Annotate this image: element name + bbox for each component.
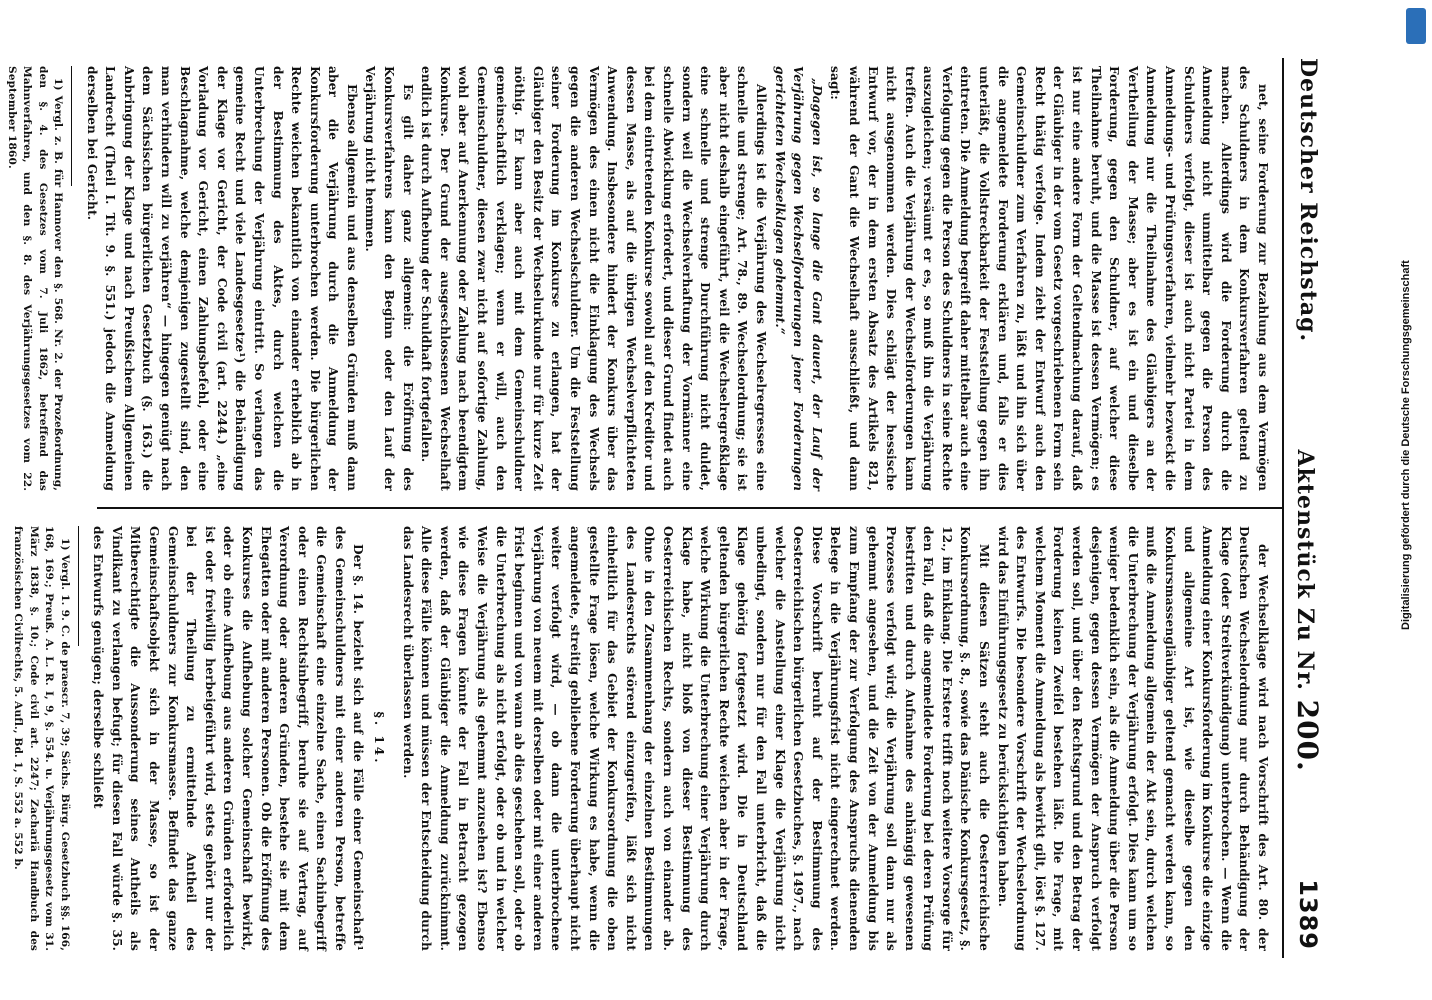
column-divider (97, 507, 1282, 509)
paragraph: Es gilt daher ganz allgemein: die Eröffnung des Konkursverfahrens kann den Beginn oder den Lauf der Verjährung nicht hemmen. (363, 66, 415, 491)
paragraph: Mit diesen Sätzen steht auch die Oesterreichische Konkursordnung, §. 8., sowie das Dänische Konkursgesetz, §. 12., im Einklang. Die Erstere trifft noch weitere Vorsorge für den Fall, daß die angemeldete Forderung bei deren Prüfung bestritten und durch Aufnahme des anhängig gewesenen Prozesses verfolgt wird; die Verjährung soll dann nur als gehemmt angesehen, und die Zeit von der Anmeldung bis zum Empfang der zur Verfolgung des Anspruchs dienenden Belege in die Verjährungsfrist nicht eingerechnet werden. Diese Vorschrift beruht auf der Bestimmung des Oesterreichischen bürgerlichen Gesetzbuches, §. 1497., nach welcher die Anstellung einer Klage die Verjährung nicht unbedingt, sondern nur für den Fall unterbricht, daß die Klage gehörig fortgesetzt wird. Die in Deutschland geltenden bürgerlichen Rechte weichen aber in der Frage, welche Wirkung die Unterbrechung einer Verjährung durch Klage habe, nicht bloß von dieser Bestimmung des Oesterreichischen Rechts, sondern auch von einander ab. Ohne in den Zusammenhang der einzelnen Bestimmungen des Landesrechts störend einzugreifen, läßt sich nicht einheitlich für das Gebiet der Konkursordnung die oben gestellte Frage lösen, welche Wirkung es habe, wenn die angemeldete, streitig gebliebene Forderung überhaupt nicht weiter verfolgt wird, — ob dann die unterbrochene Verjährung von neuem mit derselben oder mit einer anderen Frist beginnen und von wann ab dies geschehen soll, oder ob die Unterbrechung als nicht erfolgt, oder ob und in welcher Weise die Verjährung als gehemmt anzusehen ist? Ebenso wie diese Fragen könnte der Fall in Betracht gezogen werden, daß der Gläubiger die Anmeldung zurücknimmt. Alle diese Fälle können und müssen der Entscheidung durch das Landesrecht überlassen werden. (400, 526, 992, 951)
paragraph: der Wechselklage wird nach Vorschrift des Art. 80. der Deutschen Wechselordnung nur durch Behändigung der Klage (oder Streitverkündigung) unterbrochen. — Wenn die Anmeldung einer Konkursforderung im Konkurse die einzige und allgemeine Art ist, wie dieselbe gegen den Konkursmassengläubiger geltend gemacht werden kann, so muß die Anmeldung allgemein der Akt sein, durch welchen die Unterbrechung der Verjährung erfolgt. Dies kann um so weniger bedenklich sein, als die Anmeldung über die Person desjenigen, gegen dessen Vermögen der Anspruch verfolgt werden soll, und über den Rechtsgrund und den Betrag der Forderung keinen Zweifel bestehen läßt. Die Frage, mit welchem Moment die Anmeldung als bewirkt gilt, löst §. 127. des Entwurfs. Die besondere Vorschrift der Wechselordnung wird das Einführungsgesetz zu berücksichtigen haben. (995, 526, 1270, 951)
right-column (12, 526, 1272, 951)
scanned-page (5, 58, 1332, 958)
header-center-prefix: Aktenstück Zu Nr. (1292, 449, 1319, 691)
section-heading: §. 14. (372, 711, 387, 766)
paragraph: Der §. 14. bezieht sich auf die Fälle einer Gemeinschaft¹ des Gemeinschuldners mit einer anderen Person, betreffe die Gemeinschaft eine einzelne Sache, einen Sachinbegriff oder einen Rechtsinbegriff, beruhe sie auf Vertrag, auf Verordnung oder anderen Gründen, bestehe sie mit dem Ehegatten oder mit anderen Personen. Ob die Eröffnung des Konkurses die Aufhebung solcher Gemeinschaft bewirkt, oder ob eine Aufhebung aus anderen Gründen erforderlich ist oder freiwillig herbeigeführt wird, stets gehört nur der bei der Theilung zu ermittelnde Antheil des Gemeinschuldners zur Konkursmasse. Befindet das ganze Gemeinschaftsobjekt sich in der Masse, so ist der Mitberechtigte die Aussonderung seines Antheils als Vindikant zu verlangen befugt; für diesen Fall würde §. 35. des Entwurfs genügen; derselbe schließt (91, 526, 366, 951)
left-column (5, 66, 1272, 491)
footnote: 1) Vergl. 1. 9. C. de praescr. 7, 39; Sächs. Bürg. Gesetzbuch §§. 166, 168, 169.; Preuß. A. L. R. I, 9, §. 554. u. Verjährungsgesetz vom 31. März 1838, §. 10.; Code civil art. 2247; Zachariä Handbuch des französischen Civilrechts, 5. Aufl., Bd. 1, S. 552 a. 552 b. (12, 526, 71, 951)
digitization-credit: Digitalisierung gefördert durch die Deutsche Forschungsgemeinschaft (1400, 260, 1412, 630)
page-header (1282, 58, 1332, 958)
page-number: 1389 (1294, 879, 1322, 950)
header-center-number: 200. (1291, 699, 1325, 772)
header-title (1292, 342, 1325, 879)
quote-paragraph: „Dagegen ist, so lange die Gant dauert, der Lauf der Verjährung gegen Wechselforderungen jener Forderungen gerichteten Wechselklagen gehemmt.“ (772, 66, 824, 491)
footnote-rule (78, 526, 79, 646)
paragraph: Ebenso allgemein und aus denselben Gründen muß dann aber die Verjährung durch die Anmeldung der Konkursforderung unterbrochen werden. Die bürgerlichen Rechte weichen bekanntlich von einander erheblich ab in der Bestimmung des Aktes, durch welchen die Unterbrechung der Verjährung eintritt. So verlangen das gemeine Recht und viele Landesgesetze¹) die Behändigung der Klage vor Gericht, der Code civil (art. 2244.) „eine Vorladung vor Gericht, einen Zahlungsbefehl, oder eine Beschlagnahme, welche demjenigen zugestellt sind, den man verhindern will zu verjähren“ — hingegen genügt nach dem Sächsischen bürgerlichen Gesetzbuch (§. 163.) die Anbringung der Klage und nach Preußischem Allgemeinen Landrecht (Theil I. Tit. 9. §. 551.) jedoch die Anmeldung derselben bei Gericht. (84, 66, 359, 491)
paragraph: Allerdings ist die Verjährung des Wechselregresses eine schnelle und strenge; Art. 78., 89. Wechselordnung; sie ist aber nicht deshalb eingeführt, weil die Wechselregreßklage eine schnelle und strenge Durchführung nicht duldet, sondern weil die Wechselverhaftung der Vormänner eine schnelle Abwicklung erfordert, und dieser Grund findet auch bei dem eintretenden Konkurse sowohl auf den Kreditor und dessen Masse, als auf die übrigen Wechselverpflichteten Anwendung. Insbesondere hindert der Konkurs über das Vermögen des einen nicht die Einklagung des Wechsels gegen die anderen Wechselschuldner. Um die Feststellung seiner Forderung im Konkurse zu erlangen, hat der Gläubiger den Besitz der Wechselurkunde nur für kurze Zeit nöthig. Er kann aber auch mit dem Gemeinschuldner gemeinschaftlich verklagen; wenn er will, auch den Gemeinschuldner, diesen zwar nicht auf sofortige Zahlung, wohl aber auf Anerkennung oder Zahlung nach beendigtem Konkurse. Der Grund der ausgeschlossenen Wechselhaft endlich ist durch Aufhebung der Schuldhaft fortgefallen. (419, 66, 768, 491)
footnote: 1) Vergl. z. B. für Hannover den §. 568. Nr. 2. der Prozeßordnung, den §. 4. des Gesetzes vom 7. Juli 1862, betreffend das Mahnverfahren, und den §. 8. des Verjährungsgesetzes vom 22. September 1860. (5, 66, 64, 491)
header-left: Deutscher Reichstag. (1295, 58, 1321, 343)
digitization-sidebar (1400, 0, 1432, 1000)
footnote-rule (71, 66, 72, 186)
paragraph: net, seine Forderung zur Bezahlung aus dem Vermögen des Schuldners in dem Konkursverfahren geltend zu machen. Allerdings wird die Forderung durch die Anmeldung nicht unmittelbar gegen die Person des Schuldners verfolgt, dieser ist auch nicht Partei in dem Anmeldungs- und Prüfungsverfahren, vielmehr bezweckt die Anmeldung nur die Theilnahme des Gläubigers an der Vertheilung der Masse; aber es ist ein und dieselbe Forderung, gegen den Schuldner, auf welcher diese Theilnahme beruht, und die Masse ist dessen Vermögen; es ist nur eine andere Form der Geltendmachung darauf, daß der Gläubiger in der vom Gesetz vorgeschriebenen Form sein Recht thätig verfolge. Indem zieht der Entwurf auch den Gemeinschuldner zum Verfahren zu, läßt und ihn sich über die angemeldete Forderung erklären und, falls er dies unterläßt, die Vollstreckbarkeit der Feststellung gegen ihn eintreten. Die Anmeldung begreift daher mittelbar auch eine Verfolgung gegen die Person des Schuldners in seine Rechte auszugleichen; versäumt er es, so muß ihn die Verjährung treffen. Auch die Verjährung der Wechselforderungen kann nicht ausgenommen werden. Dies schlägt der hessische Entwurf vor, der in dem ersten Absatz des Artikels 821, während der Gant die Wechselhaft ausschließt, und dann sagt: (828, 66, 1270, 491)
